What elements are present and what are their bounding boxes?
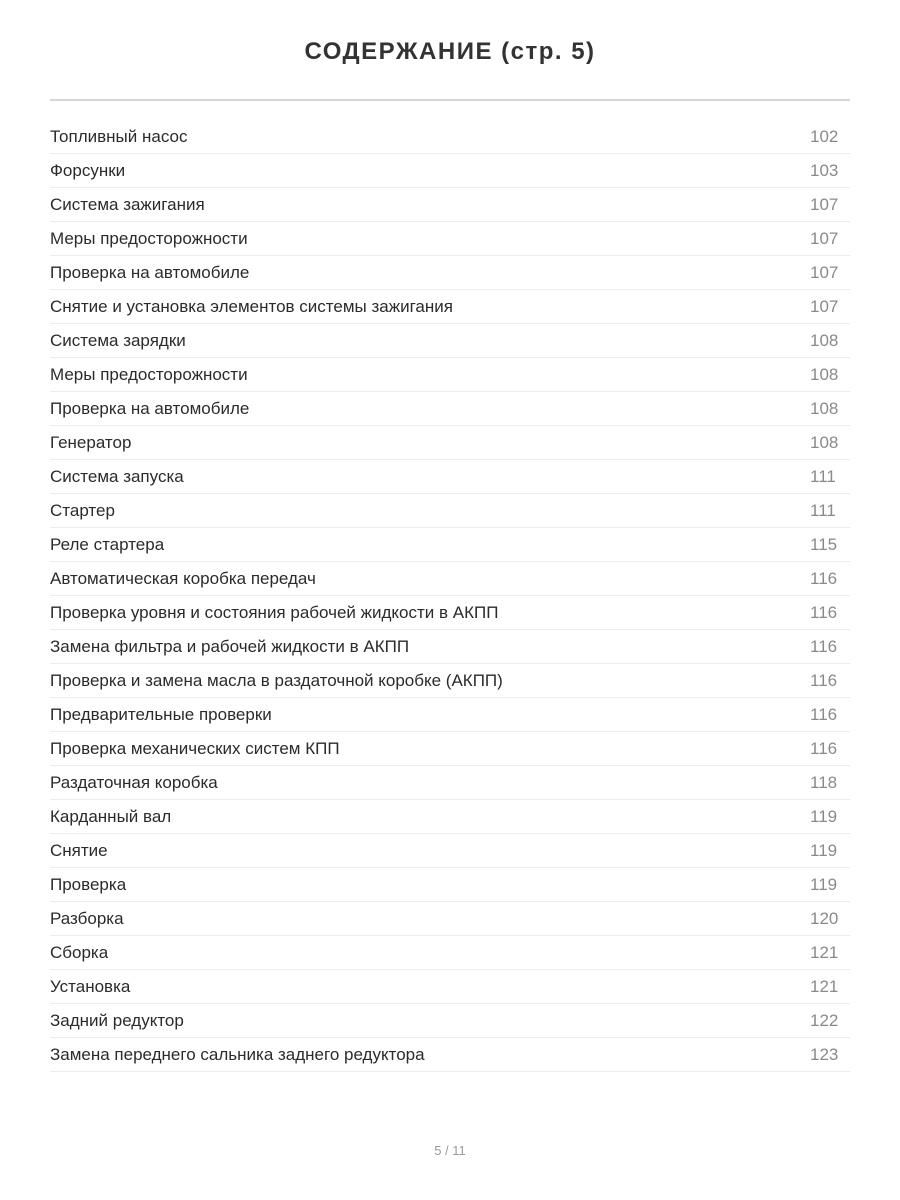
toc-entry-label: Генератор xyxy=(50,432,132,452)
toc-entry[interactable] xyxy=(50,698,850,732)
toc-entry-label: Задний редуктор xyxy=(50,1010,184,1030)
toc-entry-page-number: 111 xyxy=(810,500,836,520)
toc-entry[interactable] xyxy=(50,426,850,460)
toc-entry-label: Разборка xyxy=(50,908,124,928)
toc-entry-label: Снятие и установка элементов системы зажигания xyxy=(50,296,453,316)
toc-entry-page-number: 121 xyxy=(810,942,839,962)
toc-entry-page-number: 122 xyxy=(810,1010,839,1030)
toc-entry-page-number: 116 xyxy=(810,636,838,656)
toc-entry-label: Меры предосторожности xyxy=(50,228,248,248)
toc-entry-page-number: 103 xyxy=(810,160,839,180)
toc-entry-page-number: 116 xyxy=(810,670,838,690)
toc-entry[interactable] xyxy=(50,664,850,698)
toc-entry-label: Топливный насос xyxy=(50,126,188,146)
toc-entry[interactable] xyxy=(50,494,850,528)
toc-entry-page-number: 111 xyxy=(810,466,836,486)
toc-entry[interactable] xyxy=(50,834,850,868)
toc-entry-page-number: 118 xyxy=(810,772,838,792)
toc-entry[interactable] xyxy=(50,120,850,154)
toc-entry[interactable] xyxy=(50,154,850,188)
page-title: СОДЕРЖАНИЕ (стр. 5) xyxy=(304,38,596,65)
toc-entry-label: Проверка и замена масла в раздаточной коробке (АКПП) xyxy=(50,670,503,690)
toc-entry[interactable] xyxy=(50,1004,850,1038)
toc-entry-label: Система зажигания xyxy=(50,194,205,214)
toc-entry-page-number: 116 xyxy=(810,704,838,724)
toc-entry[interactable] xyxy=(50,732,850,766)
toc-entry-page-number: 119 xyxy=(810,806,838,826)
toc-entry-page-number: 115 xyxy=(810,534,838,554)
toc-entry[interactable] xyxy=(50,290,850,324)
toc-entry[interactable] xyxy=(50,528,850,562)
toc-entry[interactable] xyxy=(50,188,850,222)
toc-entry[interactable] xyxy=(50,256,850,290)
toc-entry-page-number: 119 xyxy=(810,874,838,894)
toc-entry[interactable] xyxy=(50,970,850,1004)
toc-entry-label: Сборка xyxy=(50,942,109,962)
toc-entry-page-number: 107 xyxy=(810,228,839,248)
toc-entry[interactable] xyxy=(50,596,850,630)
toc-entry-page-number: 120 xyxy=(810,908,839,928)
toc-entry-page-number: 102 xyxy=(810,126,839,146)
toc-entry-label: Система запуска xyxy=(50,466,184,486)
toc-entry[interactable] xyxy=(50,222,850,256)
toc-entry[interactable] xyxy=(50,766,850,800)
toc-entry-page-number: 108 xyxy=(810,330,839,350)
toc-entry-label: Раздаточная коробка xyxy=(50,772,218,792)
toc-entry-label: Автоматическая коробка передач xyxy=(50,568,316,588)
toc-list xyxy=(50,120,850,1072)
title-divider xyxy=(50,99,850,101)
toc-entry-label: Система зарядки xyxy=(50,330,186,350)
toc-entry-page-number: 108 xyxy=(810,398,839,418)
toc-entry-page-number: 116 xyxy=(810,738,838,758)
toc-entry[interactable] xyxy=(50,936,850,970)
toc-entry-label: Проверка xyxy=(50,874,127,894)
toc-entry-label: Проверка механических систем КПП xyxy=(50,738,340,758)
toc-entry[interactable] xyxy=(50,460,850,494)
toc-entry-page-number: 107 xyxy=(810,262,839,282)
toc-entry-page-number: 107 xyxy=(810,296,839,316)
toc-entry-page-number: 108 xyxy=(810,432,839,452)
toc-entry-label: Установка xyxy=(50,976,131,996)
toc-entry[interactable] xyxy=(50,562,850,596)
toc-entry-label: Карданный вал xyxy=(50,806,172,826)
toc-entry-page-number: 116 xyxy=(810,568,838,588)
toc-entry-page-number: 116 xyxy=(810,602,838,622)
toc-entry[interactable] xyxy=(50,358,850,392)
toc-entry-page-number: 123 xyxy=(810,1044,839,1064)
toc-entry-label: Стартер xyxy=(50,500,115,520)
toc-entry-label: Предварительные проверки xyxy=(50,704,272,724)
toc-entry[interactable] xyxy=(50,1038,850,1072)
toc-entry-label: Проверка на автомобиле xyxy=(50,262,250,282)
toc-entry[interactable] xyxy=(50,868,850,902)
toc-entry-page-number: 108 xyxy=(810,364,839,384)
toc-entry-page-number: 119 xyxy=(810,840,838,860)
toc-entry-label: Проверка уровня и состояния рабочей жидкости в АКПП xyxy=(50,602,499,622)
toc-entry-label: Реле стартера xyxy=(50,534,165,554)
toc-entry-page-number: 107 xyxy=(810,194,839,214)
toc-entry-label: Замена переднего сальника заднего редуктора xyxy=(50,1044,425,1064)
toc-entry-label: Меры предосторожности xyxy=(50,364,248,384)
toc-entry-page-number: 121 xyxy=(810,976,839,996)
toc-entry-label: Форсунки xyxy=(50,160,126,180)
toc-entry-label: Замена фильтра и рабочей жидкости в АКПП xyxy=(50,636,410,656)
toc-entry[interactable] xyxy=(50,324,850,358)
toc-entry[interactable] xyxy=(50,800,850,834)
toc-entry-label: Снятие xyxy=(50,840,108,860)
toc-entry[interactable] xyxy=(50,630,850,664)
toc-entry[interactable] xyxy=(50,902,850,936)
toc-entry[interactable] xyxy=(50,392,850,426)
page-counter: 5 / 11 xyxy=(434,1143,466,1158)
toc-entry-label: Проверка на автомобиле xyxy=(50,398,250,418)
